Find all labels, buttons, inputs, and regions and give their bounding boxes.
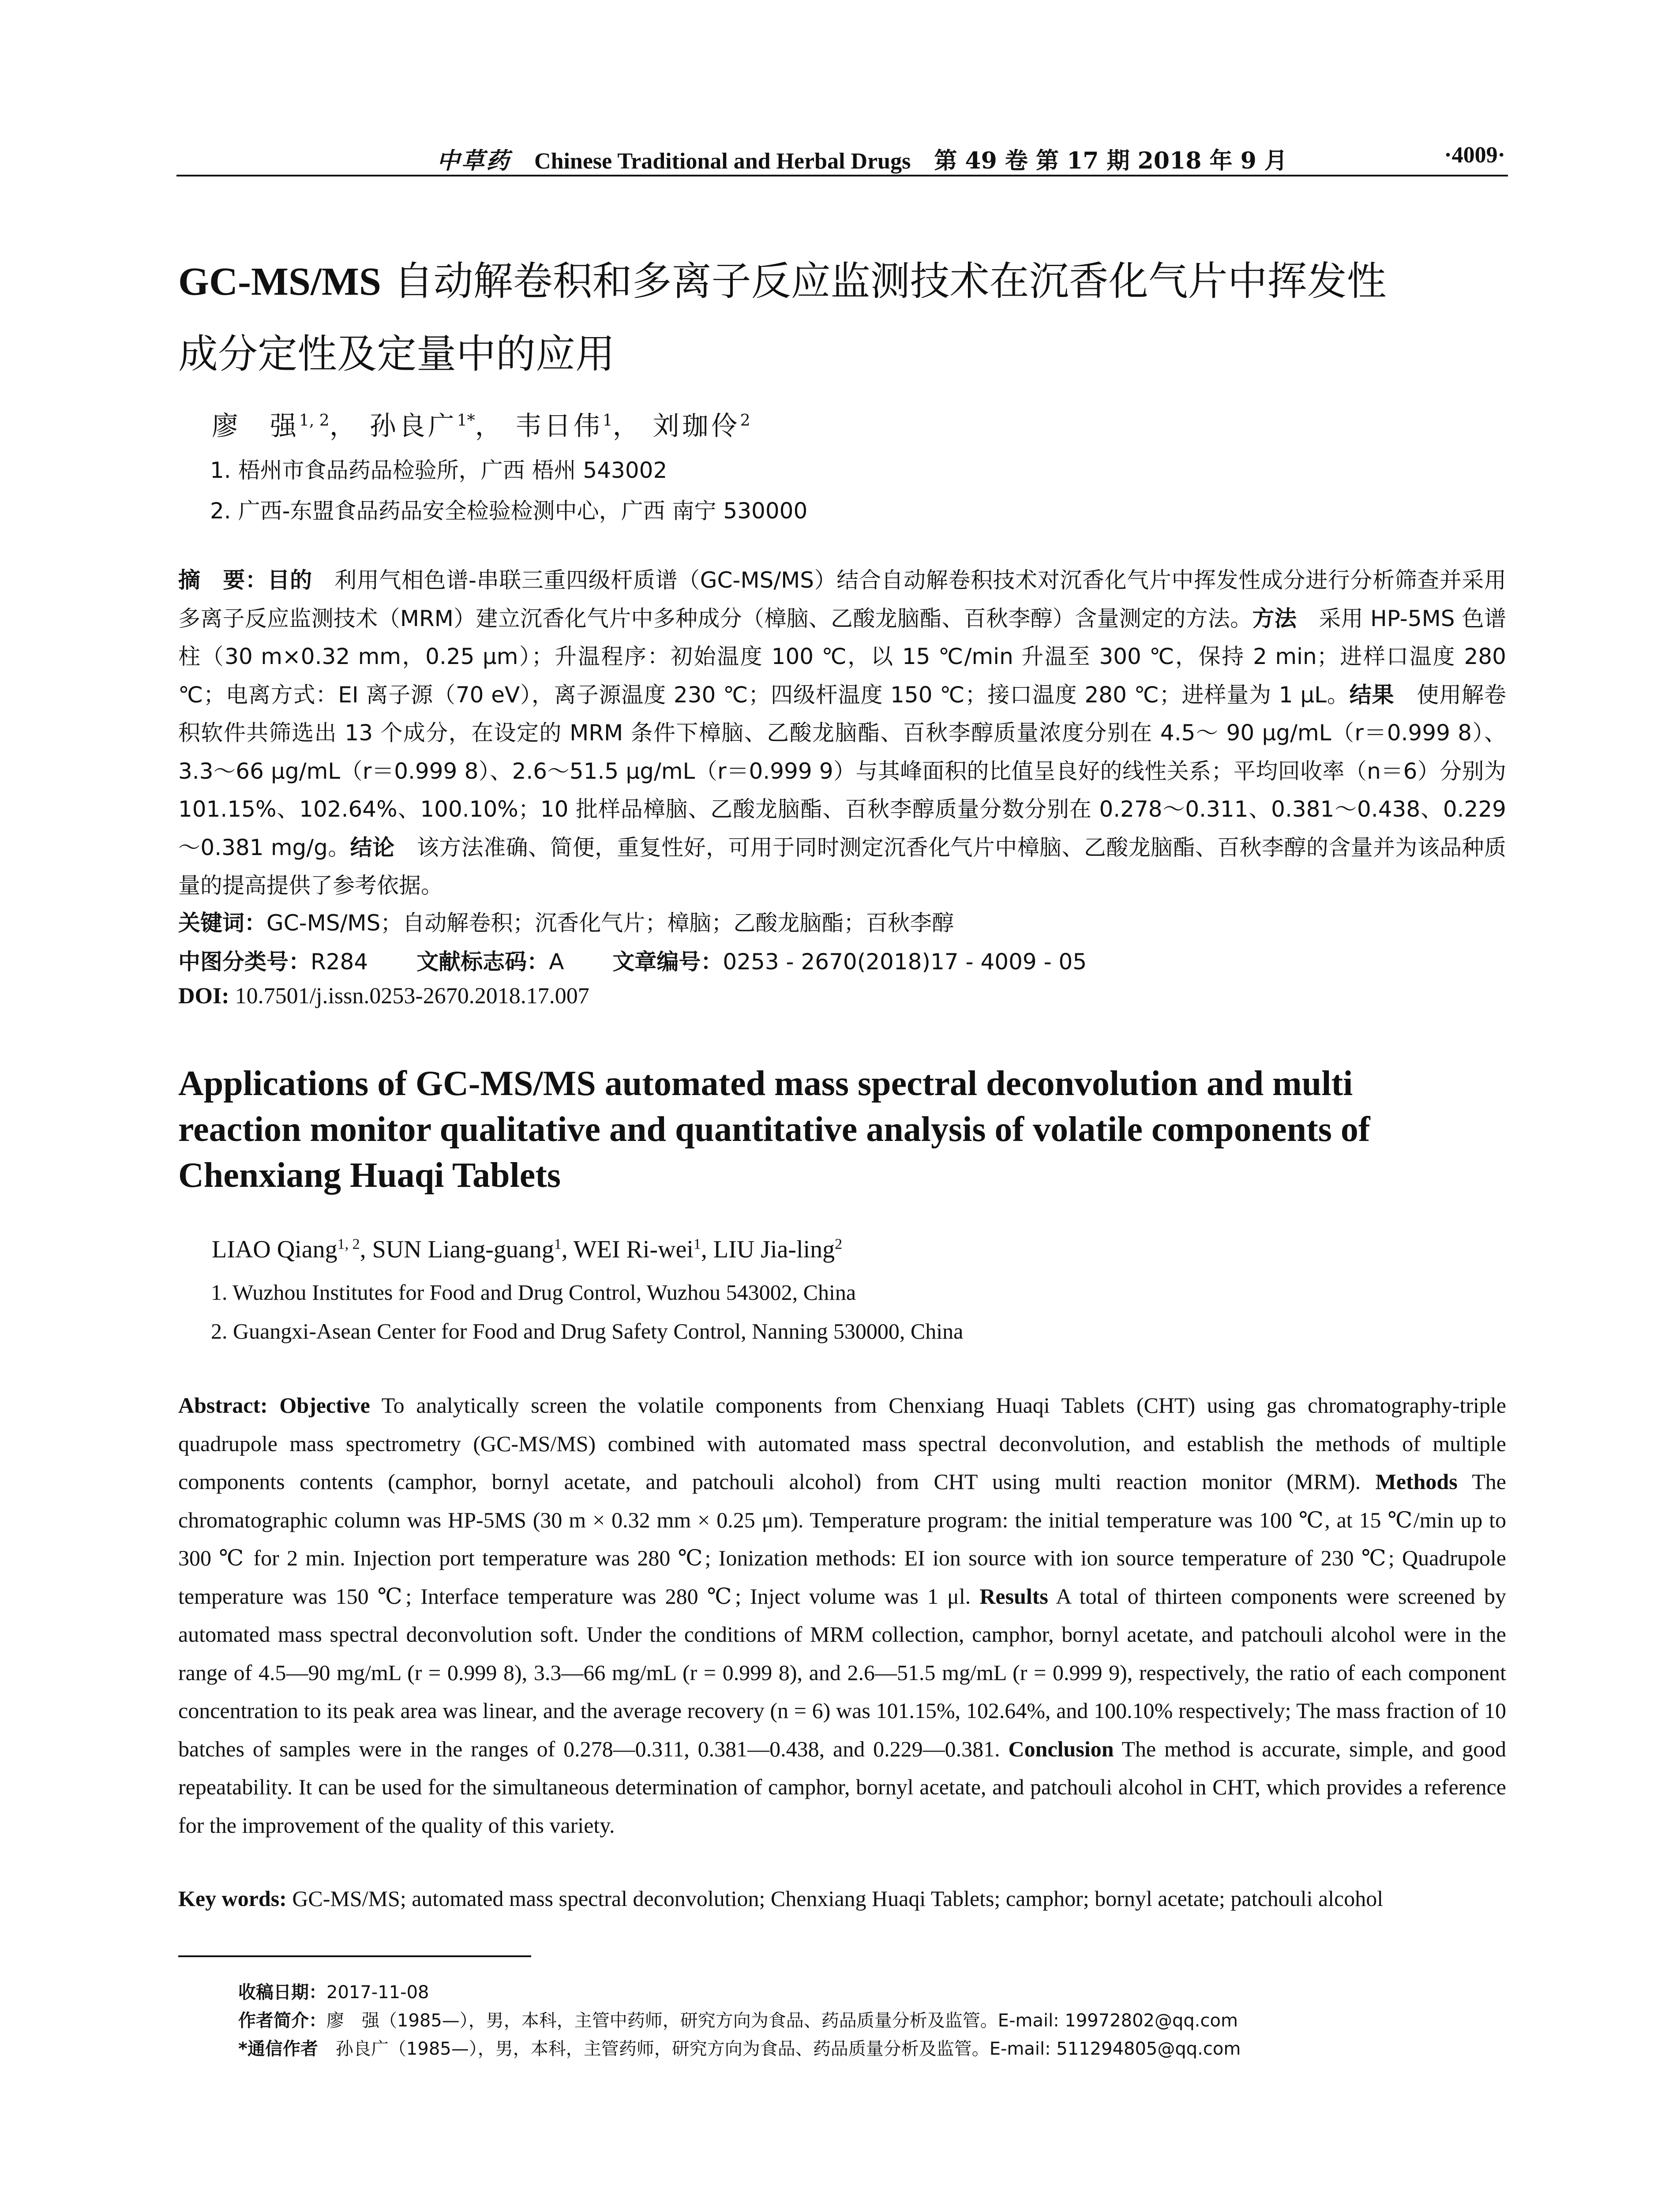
- doc-code-value: A: [549, 949, 564, 975]
- cn-author-sep: ，: [329, 411, 359, 442]
- cn-author-sep: ，: [475, 411, 504, 442]
- doi-label: DOI:: [178, 983, 229, 1009]
- class-label: 中图分类号：: [178, 949, 311, 975]
- en-author-sep: ,: [561, 1236, 574, 1263]
- footnote-corresponding: [238, 2035, 1241, 2060]
- cn-keywords-text: GC-MS/MS；自动解卷积；沉香化气片；樟脑；乙酸龙脑酯；百秋李醇: [266, 910, 954, 936]
- running-header: [176, 142, 1508, 174]
- en-results-text: A total of thirteen components were screened by automated mass spectral deconvolution soft. Under the conditions of MRM collection, camphor, bornyl acetate, and patchouli alcohol were in the range of 4.5—90 mg/mL (r = 0.999 8), 3.3—66 mg/mL (r = 0.999 8), and 2.6—51.5 mg/mL (r = 0.999 9), respectively, the ratio of each component concentration to its peak area was linear, and the average recovery (n = 6) was 101.15%, 102.64%, and 100.10% respectively; The mass fraction of 10 batches of samples were in the ranges of 0.278—0.311, 0.381—0.438, and 0.229—0.381.: [178, 1583, 1506, 1761]
- cn-keywords-label: 关键词：: [178, 910, 266, 936]
- cn-title-line1: 自动解卷积和多离子反应监测技术在沉香化气片中挥发性: [381, 258, 1387, 304]
- en-author-name: LIU Jia-ling: [713, 1236, 835, 1263]
- en-title: [178, 1061, 1519, 1198]
- footnote-author: [238, 2007, 1238, 2032]
- cn-abstract: [178, 561, 1506, 905]
- cn-author-name: 孙良广: [369, 411, 457, 442]
- received-label: 收稿日期：: [238, 1982, 326, 2003]
- en-author-name: LIAO Qiang: [212, 1236, 338, 1263]
- cn-affiliation: 2. 广西-东盟食品药品安全检验检测中心，广西 南宁 530000: [210, 498, 808, 524]
- cn-author-aff: 2: [740, 412, 750, 430]
- author-bio-label: 作者简介：: [238, 2011, 326, 2031]
- en-keywords: [178, 1886, 1506, 1911]
- en-author-aff: 2: [835, 1236, 843, 1253]
- en-authors: [212, 1235, 842, 1264]
- cn-author-name: 韦日伟: [515, 411, 603, 442]
- en-abstract: [178, 1386, 1506, 1844]
- class-value: R284: [311, 949, 368, 975]
- journal-name-cn: 中草药: [437, 147, 511, 174]
- en-author-aff: 1: [693, 1236, 701, 1253]
- en-abstract-label: Abstract:: [178, 1393, 280, 1418]
- cn-keywords: [178, 905, 954, 937]
- footnote-received: [238, 1978, 429, 2003]
- cn-author-name: 刘珈伶: [652, 411, 740, 442]
- corresponding-label: *通信作者: [238, 2039, 318, 2059]
- en-author-sep: ,: [701, 1236, 713, 1263]
- en-objective-text: To analytically screen the volatile components from Chenxiang Huaqi Tablets (CHT) using gas chromatography-triple quadrupole mass spectrometry (GC-MS/MS) combined with automated mass spectral deconvolution, and establish the methods of multiple components contents (camphor, bornyl acetate, and patchouli alcohol) from CHT using multi reaction monitor (MRM).: [178, 1393, 1506, 1494]
- footnote-rule: [178, 1955, 531, 1957]
- en-affiliation: 2. Guangxi-Asean Center for Food and Drug Safety Control, Nanning 530000, China: [211, 1319, 964, 1343]
- en-author-aff: 1: [554, 1236, 562, 1253]
- cn-author-sep: ，: [612, 411, 642, 442]
- cn-methods-text: 采用 HP-5MS 色谱柱（30 m×0.32 mm，0.25 μm）；升温程序：初始温度 100 ℃，以 15 ℃/min 升温至 300 ℃，保持 2 min；进样口温度 280 ℃；电离方式：EI 离子源（70 eV），离子源温度 230 ℃；四级杆温度 150 ℃；接口温度 280 ℃；进样量为 1 μL。: [178, 605, 1507, 708]
- cn-conclusion-label: 结论: [350, 834, 395, 860]
- en-conclusion-text: The method is accurate, simple, and good repeatability. It can be used for the simultaneous determination of camphor, bornyl acetate, and patchouli alcohol in CHT, which provides a reference for the improvement of the quality of this variety.: [178, 1736, 1506, 1838]
- cn-objective-text: 利用气相色谱-串联三重四级杆质谱（GC-MS/MS）结合自动解卷积技术对沉香化气片中挥发性成分进行分析筛查并采用多离子反应监测技术（MRM）建立沉香化气片中多种成分（樟脑、乙酸龙脑酯、百秋李醇）含量测定的方法。: [178, 567, 1507, 631]
- en-author-aff: 1, 2: [337, 1236, 360, 1253]
- page-number: ·4009·: [1444, 143, 1505, 168]
- en-author-sep: ,: [360, 1236, 372, 1263]
- en-title-line: reaction monitor qualitative and quantitative analysis of volatile components of: [178, 1110, 1370, 1149]
- cn-abstract-label: 摘 要：: [178, 567, 268, 593]
- cn-results-text: 使用解卷积软件共筛选出 13 个成分，在设定的 MRM 条件下樟脑、乙酸龙脑酯、百秋李醇质量浓度分别在 4.5～ 90 μg/mL（r＝0.999 8）、3.3～66 μg/mL（r＝0.999 8）、2.6～51.5 μg/mL（r＝0.999 9）与其峰面积的比值呈良好的线性关系；平均回收率（n＝6）分别为 101.15%、102.64%、100.10%；10 批样品樟脑、乙酸龙脑酯、百秋李醇质量分数分别在 0.278～0.311、0.381～0.438、0.229～0.381 mg/g。: [178, 682, 1507, 860]
- en-results-label: Results: [979, 1583, 1048, 1609]
- en-author-name: WEI Ri-wei: [573, 1236, 694, 1263]
- cn-results-label: 结果: [1349, 682, 1395, 708]
- cn-affiliation: 1. 梧州市食品药品检验所，广西 梧州 543002: [210, 458, 668, 483]
- cn-methods-label: 方法: [1252, 605, 1297, 631]
- en-conclusion-label: Conclusion: [1008, 1736, 1114, 1761]
- cn-author-aff: 1*: [457, 412, 475, 430]
- journal-name-en: Chinese Traditional and Herbal Drugs: [534, 149, 911, 174]
- article-no-value: 0253 - 2670(2018)17 - 4009 - 05: [723, 949, 1087, 975]
- en-title-line: Chenxiang Huaqi Tablets: [178, 1156, 561, 1195]
- en-objective-label: Objective: [279, 1393, 370, 1418]
- cn-author-name: 廖 强: [212, 411, 299, 442]
- corresponding-value: 孙良广（1985—），男，本科，主管药师，研究方向为食品、药品质量分析及监管。E-mail: 511294805@qq.com: [318, 2039, 1241, 2059]
- en-keywords-text: GC-MS/MS; automated mass spectral deconvolution; Chenxiang Huaqi Tablets; camphor; bornyl acetate; patchouli alcohol: [286, 1886, 1384, 1911]
- en-title-line: Applications of GC-MS/MS automated mass spectral deconvolution and multi: [178, 1064, 1353, 1103]
- received-value: 2017-11-08: [326, 1982, 429, 2003]
- volume-issue: 第 49 卷 第 17 期 2018 年 9 月: [934, 147, 1287, 174]
- header-rule: [176, 175, 1508, 176]
- doi-value: 10.7501/j.issn.0253-2670.2018.17.007: [229, 983, 589, 1009]
- article-no-label: 文章编号：: [612, 949, 723, 975]
- author-bio-value: 廖 强（1985—），男，本科，主管中药师，研究方向为食品、药品质量分析及监管。E-mail: 19972802@qq.com: [326, 2011, 1238, 2031]
- cn-objective-label: 目的: [267, 567, 312, 593]
- cn-title-latin: GC-MS/MS: [178, 260, 381, 304]
- cn-classification: [178, 944, 1087, 976]
- journal-name: [437, 142, 1287, 175]
- en-keywords-label: Key words:: [178, 1886, 287, 1911]
- en-methods-label: Methods: [1375, 1469, 1458, 1494]
- en-methods-text: The chromatographic column was HP-5MS (30 m × 0.32 mm × 0.25 μm). Temperature program: the initial temperature was 100 ℃, at 15 ℃/min up to 300 ℃ for 2 min. Injection port temperature was 280 ℃; Ionization methods: EI ion source with ion source temperature of 230 ℃; Quadrupole temperature was 150 ℃; Interface temperature was 280 ℃; Inject volume was 1 μl.: [178, 1469, 1506, 1609]
- en-author-name: SUN Liang-guang: [372, 1236, 554, 1263]
- cn-author-aff: 1, 2: [299, 412, 330, 430]
- cn-title: [178, 245, 1502, 390]
- cn-conclusion-text: 该方法准确、简便，重复性好，可用于同时测定沉香化气片中樟脑、乙酸龙脑酯、百秋李醇的含量并为该品种质量的提高提供了参考依据。: [178, 834, 1507, 898]
- en-affiliation: 1. Wuzhou Institutes for Food and Drug Control, Wuzhou 543002, China: [211, 1280, 856, 1305]
- cn-title-line2: 成分定性及定量中的应用: [178, 331, 615, 377]
- doi: [178, 983, 589, 1009]
- cn-author-aff: 1: [602, 412, 613, 430]
- cn-authors: [212, 405, 750, 443]
- doc-code-label: 文献标志码：: [416, 949, 549, 975]
